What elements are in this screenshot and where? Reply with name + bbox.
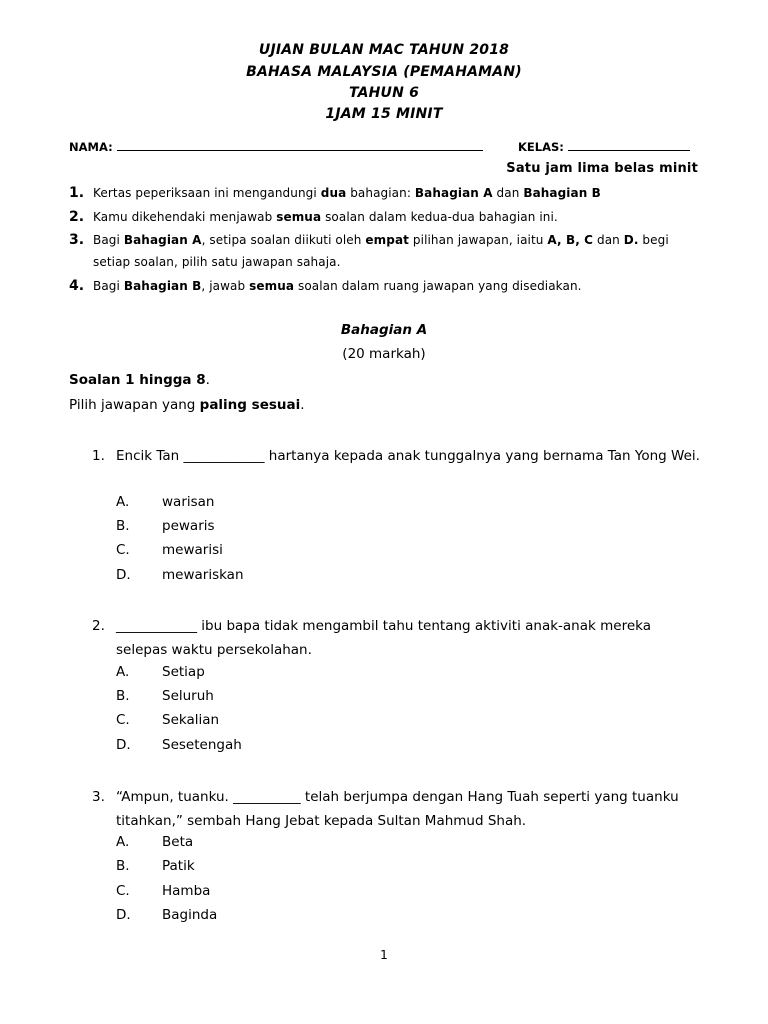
instruction-text: dan [593,233,624,247]
option-text: Sekalian [162,712,220,728]
year-level: TAHUN 6 [348,85,420,101]
question-3 [92,785,702,833]
option-text: mewarisi [162,542,223,558]
page-number: 1 [380,948,388,962]
instruction-text: soalan dalam ruang jawapan yang disediakan. [294,279,582,293]
instruction-text: Kertas peperiksaan ini mengandungi [93,186,321,200]
instruction-text: , setipa soalan diikuti oleh [201,233,366,247]
option-letter: B. [116,518,130,534]
instruction-bold: Bahagian A [414,186,493,200]
instruction-number: 2. [69,209,85,225]
option-text: Baginda [162,907,218,923]
section-instruction-bold: paling sesuai [199,397,301,413]
option-letter: D. [116,567,131,583]
option-letter: B. [116,858,130,874]
question-number: 3. [92,789,105,805]
instruction-text: pilihan jawapan, iaitu [409,233,548,247]
instruction-bold: semua [249,279,295,293]
instruction-text: dan [492,186,524,200]
option-letter: A. [116,494,130,510]
exam-duration-heading: 1JAM 15 MINIT [325,106,443,122]
instruction-text: , jawab [201,279,250,293]
instruction-text: Bagi [93,233,124,247]
instruction-3 [69,229,709,273]
option-letter: C. [116,883,130,899]
section-instruction-text: Pilih jawapan yang [69,397,200,413]
instruction-number: 3. [69,232,85,248]
option-text: mewariskan [162,567,244,583]
instruction-text: Kamu dikehendaki menjawab [93,210,277,224]
instruction-number: 4. [69,278,85,294]
duration-text: Satu jam lima belas minit [506,161,698,176]
instruction-4 [69,275,709,297]
option-letter: A. [116,834,130,850]
name-field[interactable] [69,140,483,154]
option-text: Seluruh [162,688,214,704]
option-text: Patik [162,858,195,874]
question-number: 2. [92,618,105,634]
instruction-2 [69,206,709,228]
question-text: Encik Tan ____________ hartanya kepada anak tunggalnya yang bernama Tan Yong Wei. [116,448,700,464]
question-range-end: . [205,372,210,388]
option-letter: C. [116,712,130,728]
option-text: pewaris [162,518,215,534]
question-1 [92,444,702,468]
question-range [69,372,210,388]
instruction-bold: dua [320,186,347,200]
option-letter: A. [116,664,130,680]
question-range-bold: Soalan 1 hingga 8 [69,372,206,388]
name-label: NAMA: [69,140,113,154]
question-text: ____________ ibu bapa tidak mengambil tahu tentang aktiviti anak-anak mereka selepas waktu persekolahan. [116,618,651,658]
instruction-bold: Bahagian B [123,279,202,293]
instruction-text: soalan dalam kedua-dua bahagian ini. [321,210,558,224]
section-instruction [69,397,305,413]
option-letter: C. [116,542,130,558]
class-blank-line[interactable] [568,150,690,151]
instruction-bold: semua [276,210,322,224]
option-letter: B. [116,688,130,704]
instruction-text: bahagian: [346,186,415,200]
section-instruction-end: . [300,397,305,413]
question-text: “Ampun, tuanku. __________ telah berjumpa dengan Hang Tuah seperti yang tuanku titahkan,” sembah Hang Jebat kepada Sultan Mahmud Shah. [116,789,679,829]
instruction-bold: Bahagian A [123,233,202,247]
instruction-bold: empat [365,233,409,247]
instruction-bold: Bahagian B [523,186,601,200]
option-text: Hamba [162,883,211,899]
option-text: Beta [162,834,194,850]
section-marks: (20 markah) [342,346,426,362]
instruction-text: begi setiap soalan, pilih satu jawapan sahaja. [93,233,669,269]
option-text: warisan [162,494,215,510]
option-letter: D. [116,907,131,923]
section-title: Bahagian A [340,322,428,338]
instruction-text: Bagi [93,279,124,293]
question-2 [92,614,702,662]
option-text: Setiap [162,664,205,680]
exam-title: UJIAN BULAN MAC TAHUN 2018 [258,42,510,58]
question-number: 1. [92,448,105,464]
class-field[interactable] [518,140,690,154]
instruction-number: 1. [69,185,85,201]
name-blank-line[interactable] [117,150,483,151]
class-label: KELAS: [518,140,564,154]
option-letter: D. [116,737,131,753]
instruction-bold: A, B, C [547,233,594,247]
subject-title: BAHASA MALAYSIA (PEMAHAMAN) [246,64,522,80]
instruction-bold: D. [623,233,639,247]
instruction-1 [69,182,709,204]
option-text: Sesetengah [162,737,242,753]
